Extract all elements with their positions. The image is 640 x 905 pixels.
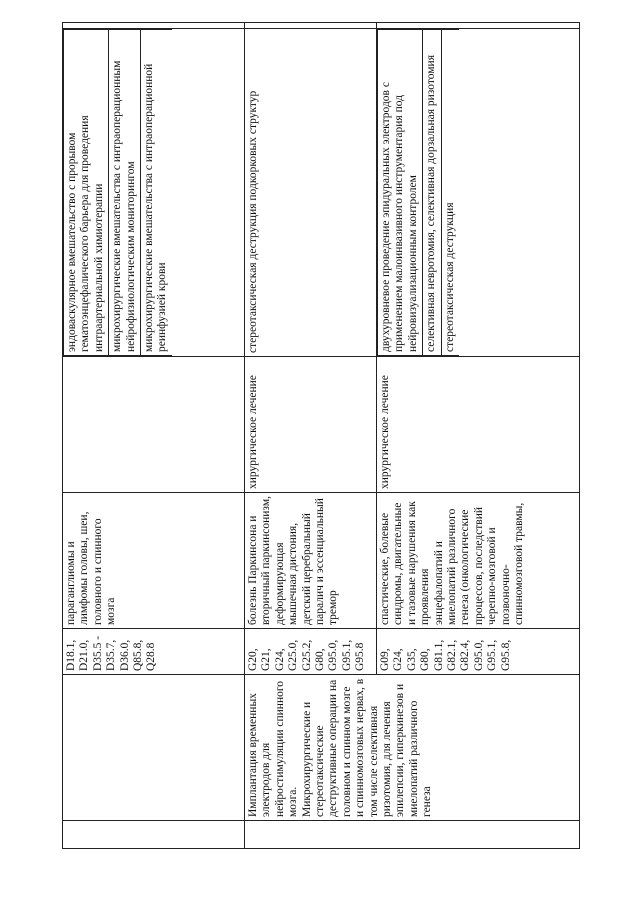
procedure-name-cell — [63, 675, 245, 821]
method-item: микрохирургические вмешательства с интраоперационным нейрофизиологическим мониторингом — [109, 30, 141, 356]
methods-cell: стереотаксическая деструкция подкорковых структур — [245, 29, 377, 357]
codes-cell: G20, G21, G24, G25.0, G25.2, G80, G95.0, G95.1, G95.8 — [245, 629, 377, 675]
table-row — [63, 23, 245, 849]
method-item: эндоваскулярное вмешательство с прорывом гематоэнцефалического барьера для проведения интраартериальной химиотерапии — [64, 30, 109, 356]
disease-cell: параганглиомы и лимфомы головы, шеи, головного и спинного мозга — [63, 493, 245, 629]
procedure-name-cell: Имплантация временных электродов для нейростимуляции спинного мозга. Микрохирургические и стереотаксические деструктивные операции на головном и спинном мозге и спинномозговых нервах, в том числе селективная ризотомия, для лечения эпилепсии, гиперкинезов и миелопатий различного генеза — [245, 675, 580, 821]
extra-cell — [63, 23, 245, 29]
treatment-cell: хирургическое лечение — [245, 357, 377, 493]
codes-cell: G09, G24, G35, G80, G81.1, G82.1, G82.4, G95.0, G95.1, G95.8, — [377, 629, 580, 675]
table-row — [245, 23, 377, 849]
rotated-table-container — [62, 23, 580, 849]
extra-cell — [377, 23, 580, 29]
method-item: селективная невротомия, селективная дорзальная ризотомия — [423, 30, 441, 356]
method-item: стереотаксическая деструкция — [441, 30, 459, 356]
methods-cell — [377, 29, 580, 357]
methods-list — [377, 29, 459, 356]
disease-cell: спастические, болевые синдромы, двигательные и тазовые нарушения как проявления энцефалопатий и миелопатий различного генеза (онкологические процессов, последствий черепно-мозговой и позвоночно-спинномозговой травмы, — [377, 493, 580, 629]
methods-list — [63, 29, 172, 356]
methods-cell — [63, 29, 245, 357]
disease-cell: болезнь Паркинсона и вторичный паркинсонизм, деформирующая мышечная дистония, детский церебральный паралич и эссенциальный тремор — [245, 493, 377, 629]
codes-cell: D18.1, D21.0, D35.5 - D35.7, D36.0, Q85.8, Q28.8 — [63, 629, 245, 675]
method-item: двухуровневое проведение эпидуральных электродов с применением малоинвазивного инструментария под нейровизуализационным контролем — [378, 30, 423, 356]
number-cell — [245, 821, 580, 849]
treatment-cell — [63, 357, 245, 493]
extra-cell — [245, 23, 377, 29]
treatment-cell: хирургическое лечение — [377, 357, 580, 493]
medical-procedures-table — [62, 22, 580, 849]
method-item: микрохирургические вмешательства с интраоперационной реинфузией крови — [141, 30, 172, 356]
number-cell — [63, 821, 245, 849]
